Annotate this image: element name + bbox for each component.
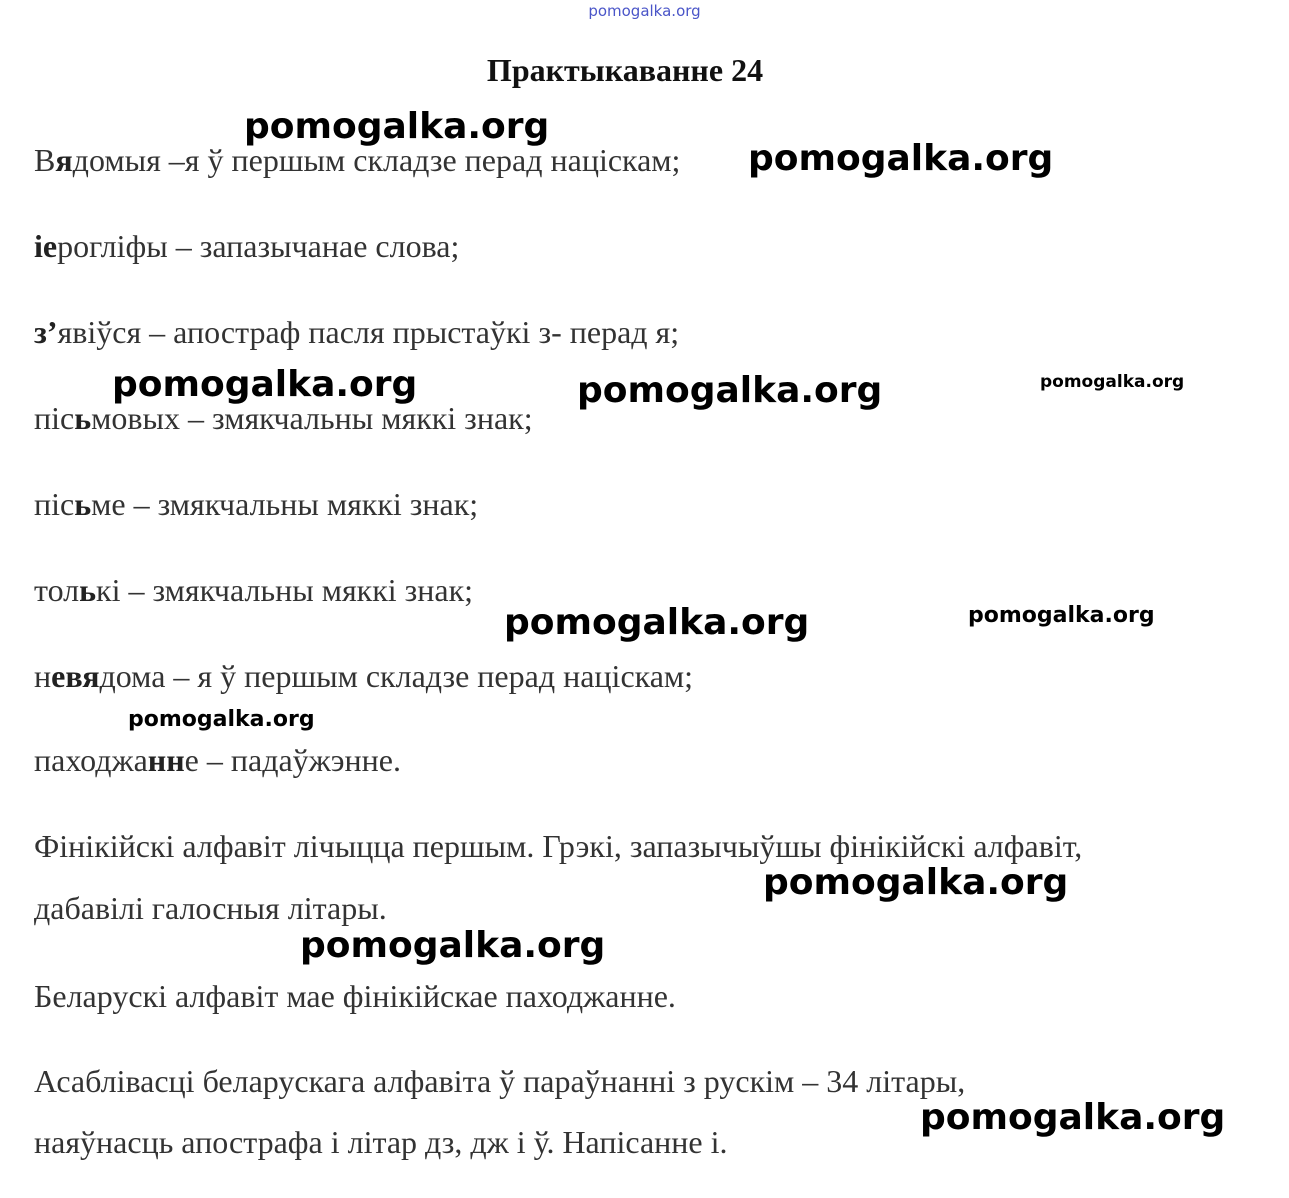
text-line: іерогліфы – запазычанае слова;	[34, 228, 460, 264]
text-line: з’явіўся – апостраф пасля прыстаўкі з- перад я;	[34, 314, 680, 350]
site-url: pomogalka.org	[588, 2, 701, 20]
watermark: pomogalka.org	[748, 138, 1054, 179]
text-line: дабавілі галосныя літары.	[34, 890, 387, 926]
watermark: pomogalka.org	[577, 370, 883, 411]
watermark: pomogalka.org	[968, 603, 1155, 628]
watermark: pomogalka.org	[244, 106, 550, 147]
text-line: невядома – я ў першым складзе перад націскам;	[34, 658, 694, 694]
watermark: pomogalka.org	[504, 602, 810, 643]
watermark: pomogalka.org	[1040, 372, 1185, 392]
watermark: pomogalka.org	[300, 925, 606, 966]
watermark: pomogalka.org	[763, 862, 1069, 903]
text-line: Фінікійскі алфавіт лічыцца першым. Грэкі, запазычыўшы фінікійскі алфавіт,	[34, 828, 1083, 864]
text-line: Асаблівасці беларускага алфавіта ў параўнанні з рускім – 34 літары,	[34, 1063, 966, 1099]
watermark: pomogalka.org	[920, 1097, 1226, 1138]
text-line: пісьмовых – змякчальны мяккі знак;	[34, 400, 533, 436]
text-line: паходжанне – падаўжэнне.	[34, 742, 401, 778]
watermark: pomogalka.org	[128, 707, 315, 732]
page-title: Практыкаванне 24	[486, 52, 764, 88]
text-line: Вядомыя –я ў першым складзе перад націскам;	[34, 142, 681, 178]
text-line: Беларускі алфавіт мае фінікійскае паходжанне.	[34, 978, 676, 1014]
text-line: наяўнасць апострафа і літар дз, дж і ў. Напісанне і.	[34, 1124, 728, 1160]
text-line: пісьме – змякчальны мяккі знак;	[34, 486, 479, 522]
text-line: толькі – змякчальны мяккі знак;	[34, 572, 474, 608]
watermark: pomogalka.org	[112, 364, 418, 405]
